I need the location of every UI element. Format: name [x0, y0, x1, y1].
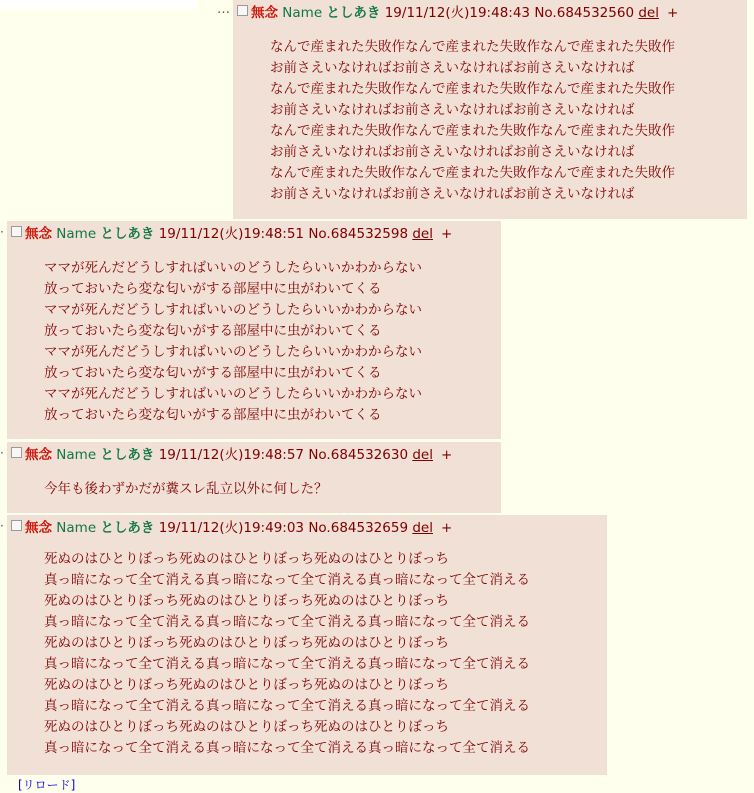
post-line: 真っ暗になって全て消える真っ暗になって全て消える真っ暗になって全て消える [44, 614, 530, 630]
post-number[interactable]: No.684532630 [308, 447, 409, 463]
post-line: ママが死んだどうしすればいいのどうしたらいいかわからない [44, 344, 422, 360]
post-line: ママが死んだどうしすればいいのどうしたらいいかわからない [44, 302, 422, 318]
del-link[interactable]: del [412, 447, 433, 463]
post-datetime: 19/11/12(火)19:49:03 [158, 520, 305, 536]
post-line: なんで産まれた失敗作なんで産まれた失敗作なんで産まれた失敗作 [270, 39, 675, 55]
del-link[interactable]: del [412, 520, 433, 536]
plus-button[interactable]: + [666, 5, 679, 21]
post-line: なんで産まれた失敗作なんで産まれた失敗作なんで産まれた失敗作 [270, 165, 675, 181]
post-body [44, 479, 328, 500]
post-line: 死ぬのはひとりぼっち死ぬのはひとりぼっち死ぬのはひとりぼっち [44, 593, 449, 609]
post-datetime: 19/11/12(火)19:48:51 [158, 226, 305, 242]
post-line: 放っておいたら変な匂いがする部屋中に虫がわいてくる [44, 281, 382, 297]
post-line: なんで産まれた失敗作なんで産まれた失敗作なんで産まれた失敗作 [270, 81, 675, 97]
post-marker: · [0, 519, 4, 533]
post-select-checkbox[interactable] [11, 520, 22, 531]
post-header [237, 4, 678, 22]
reply-post [7, 221, 501, 439]
post-line: 死ぬのはひとりぼっち死ぬのはひとりぼっち死ぬのはひとりぼっち [44, 719, 449, 735]
poster-name: としあき [326, 5, 381, 21]
post-line: 真っ暗になって全て消える真っ暗になって全て消える真っ暗になって全て消える [44, 698, 530, 714]
post-subject: 無念 [25, 520, 52, 536]
post-marker: · [0, 225, 4, 239]
post-line: ママが死んだどうしすればいいのどうしたらいいかわからない [44, 260, 422, 276]
name-label: Name [56, 447, 97, 463]
ellipsis-marker: … [217, 2, 230, 17]
post-line: お前さえいなければお前さえいなければお前さえいなければ [270, 102, 635, 118]
post-select-checkbox[interactable] [237, 5, 248, 16]
post-subject: 無念 [251, 5, 278, 21]
post-datetime: 19/11/12(火)19:48:57 [158, 447, 305, 463]
post-select-checkbox[interactable] [11, 226, 22, 237]
post-line: 放っておいたら変な匂いがする部屋中に虫がわいてくる [44, 365, 382, 381]
post-number[interactable]: No.684532659 [308, 520, 409, 536]
post-body [270, 37, 675, 205]
reply-post [233, 0, 747, 219]
top-strip [0, 0, 196, 9]
post-body [44, 258, 422, 426]
poster-name: としあき [100, 520, 155, 536]
post-subject: 無念 [25, 447, 52, 463]
post-line: 死ぬのはひとりぼっち死ぬのはひとりぼっち死ぬのはひとりぼっち [44, 635, 449, 651]
plus-button[interactable]: + [440, 226, 453, 242]
post-select-checkbox[interactable] [11, 447, 22, 458]
post-body [44, 549, 530, 759]
post-number[interactable]: No.684532560 [534, 5, 635, 21]
post-line: ママが死んだどうしすればいいのどうしたらいいかわからない [44, 386, 422, 402]
post-line: 死ぬのはひとりぼっち死ぬのはひとりぼっち死ぬのはひとりぼっち [44, 677, 449, 693]
name-label: Name [56, 520, 97, 536]
post-line: 真っ暗になって全て消える真っ暗になって全て消える真っ暗になって全て消える [44, 572, 530, 588]
reply-post [7, 515, 607, 775]
reply-post [7, 442, 501, 513]
plus-button[interactable]: + [440, 520, 453, 536]
del-link[interactable]: del [638, 5, 659, 21]
post-line: 放っておいたら変な匂いがする部屋中に虫がわいてくる [44, 407, 382, 423]
post-line: お前さえいなければお前さえいなければお前さえいなければ [270, 186, 635, 202]
post-datetime: 19/11/12(火)19:48:43 [384, 5, 531, 21]
reload-link[interactable]: [リロード] [18, 778, 76, 792]
post-line: お前さえいなければお前さえいなければお前さえいなければ [270, 144, 635, 160]
post-header [11, 519, 452, 537]
post-line: お前さえいなければお前さえいなければお前さえいなければ [270, 60, 635, 76]
poster-name: としあき [100, 226, 155, 242]
post-line: 今年も後わずかだが糞スレ乱立以外に何した？ [44, 481, 328, 497]
poster-name: としあき [100, 447, 155, 463]
post-line: 真っ暗になって全て消える真っ暗になって全て消える真っ暗になって全て消える [44, 740, 530, 756]
post-line: 死ぬのはひとりぼっち死ぬのはひとりぼっち死ぬのはひとりぼっち [44, 551, 449, 567]
post-line: 放っておいたら変な匂いがする部屋中に虫がわいてくる [44, 323, 382, 339]
post-marker: · [0, 446, 4, 460]
name-label: Name [282, 5, 323, 21]
post-subject: 無念 [25, 226, 52, 242]
post-line: なんで産まれた失敗作なんで産まれた失敗作なんで産まれた失敗作 [270, 123, 675, 139]
plus-button[interactable]: + [440, 447, 453, 463]
post-number[interactable]: No.684532598 [308, 226, 409, 242]
post-line: 真っ暗になって全て消える真っ暗になって全て消える真っ暗になって全て消える [44, 656, 530, 672]
post-header [11, 446, 452, 464]
name-label: Name [56, 226, 97, 242]
post-header [11, 225, 452, 243]
del-link[interactable]: del [412, 226, 433, 242]
